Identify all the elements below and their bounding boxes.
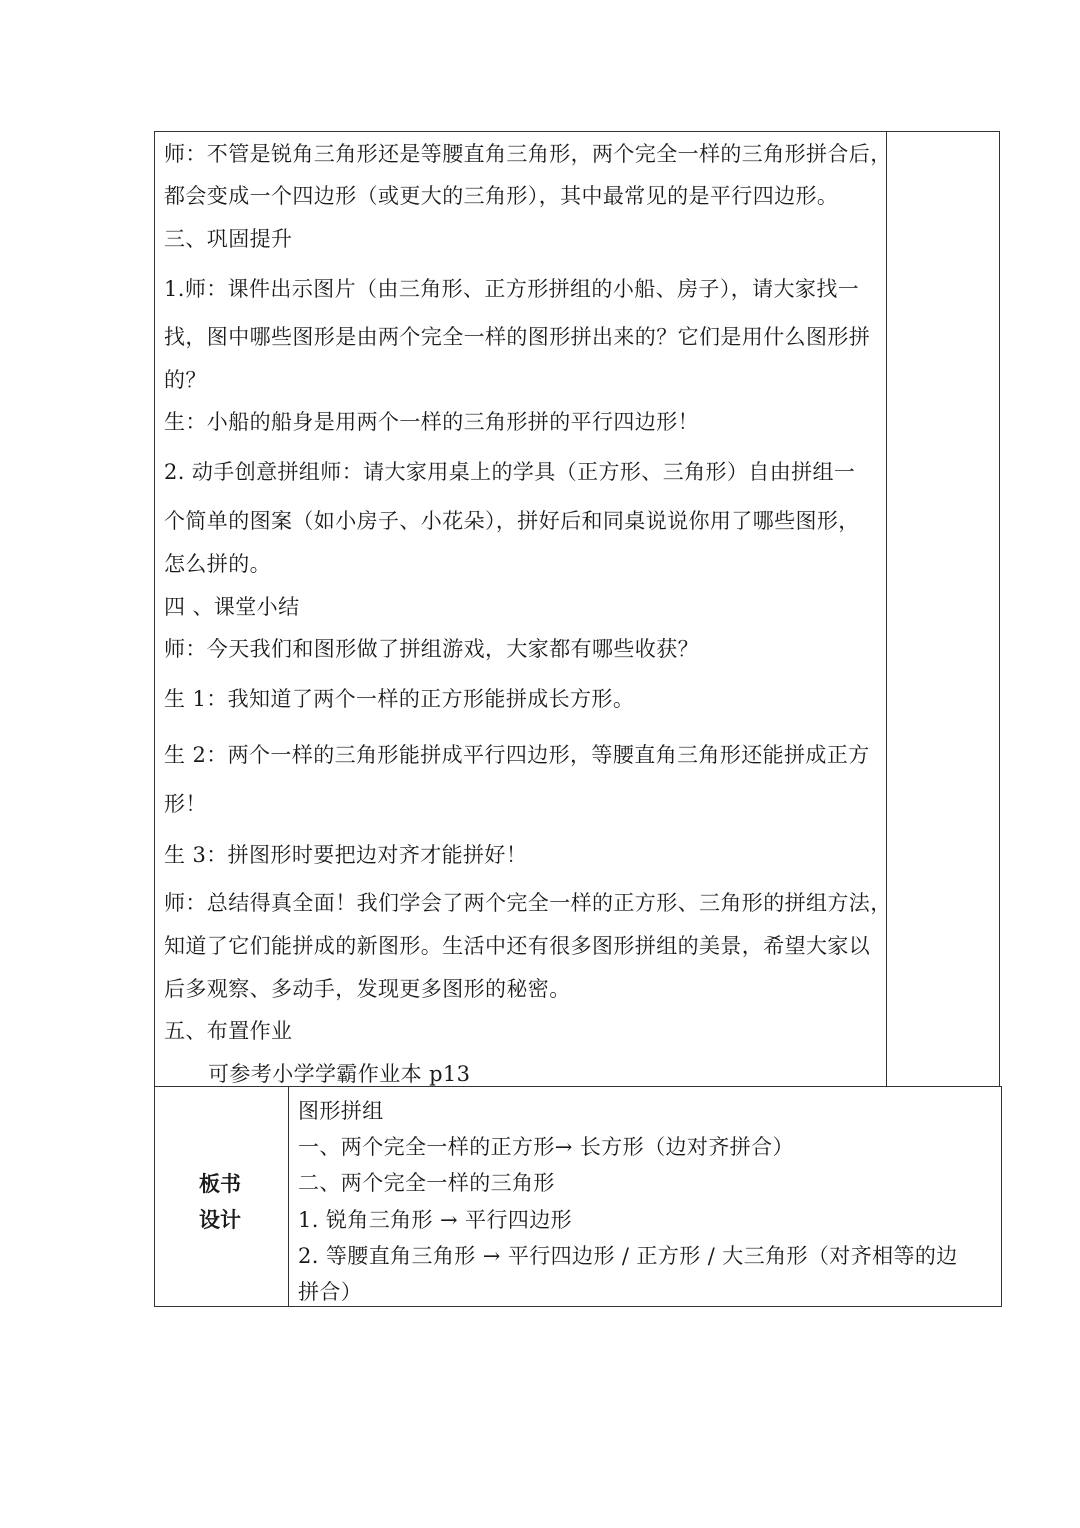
lesson-line: 生 1：我知道了两个一样的正方形能拼成长方形。: [164, 687, 635, 711]
lesson-line: 找，图中哪些图形是由两个完全一样的图形拼出来的？它们是用什么图形拼: [164, 325, 871, 349]
board-line: 图形拼组: [298, 1099, 384, 1123]
column-divider: [886, 132, 887, 1086]
section-heading: 三、巩固提升: [164, 227, 293, 251]
lesson-line: 个简单的图案（如小房子、小花朵），拼好后和同桌说说你用了哪些图形，: [164, 509, 860, 533]
lesson-line: 师：不管是锐角三角形还是等腰直角三角形，两个完全一样的三角形拼合后，: [164, 142, 892, 166]
board-line: 一、两个完全一样的正方形→ 长方形（边对齐拼合）: [298, 1135, 794, 1159]
lesson-line: 生 2：两个一样的三角形能拼成平行四边形，等腰直角三角形还能拼成正方: [164, 743, 870, 767]
lesson-line: 师：总结得真全面！我们学会了两个完全一样的正方形、三角形的拼组方法，: [164, 891, 892, 915]
lesson-line: 1.师：课件出示图片（由三角形、正方形拼组的小船、房子），请大家找一: [164, 277, 860, 301]
section-heading: 四 、课堂小结: [164, 595, 300, 619]
lesson-line: 怎么拼的。: [164, 552, 271, 576]
lesson-line: 生 3：拼图形时要把边对齐才能拼好！: [164, 843, 528, 867]
board-line: 拼合）: [298, 1280, 363, 1304]
board-line: 二、两个完全一样的三角形: [298, 1171, 555, 1195]
lesson-line: 的？: [164, 368, 207, 392]
lesson-line: 可参考小学学霸作业本 p13: [208, 1062, 471, 1086]
lesson-line: 知道了它们能拼成的新图形。生活中还有很多图形拼组的美景，希望大家以: [164, 934, 871, 958]
lesson-line: 生：小船的船身是用两个一样的三角形拼的平行四边形！: [164, 410, 699, 434]
lesson-line: 形！: [164, 792, 207, 816]
board-line: 2. 等腰直角三角形 → 平行四边形 / 正方形 / 大三角形（对齐相等的边: [298, 1244, 958, 1268]
lesson-line: 都会变成一个四边形（或更大的三角形），其中最常见的是平行四边形。: [164, 184, 839, 208]
lesson-line: 师：今天我们和图形做了拼组游戏，大家都有哪些收获？: [164, 637, 699, 661]
lesson-line: 2. 动手创意拼组师：请大家用桌上的学具（正方形、三角形）自由拼组一: [164, 460, 856, 484]
board-design-label: 设计: [199, 1208, 241, 1232]
board-design-label: 板书: [199, 1172, 241, 1196]
lesson-line: 后多观察、多动手，发现更多图形的秘密。: [164, 977, 571, 1001]
board-line: 1. 锐角三角形 → 平行四边形: [298, 1208, 573, 1232]
section-heading: 五、布置作业: [164, 1019, 293, 1043]
board-design-cell: [154, 1086, 1002, 1307]
column-divider: [288, 1087, 289, 1306]
